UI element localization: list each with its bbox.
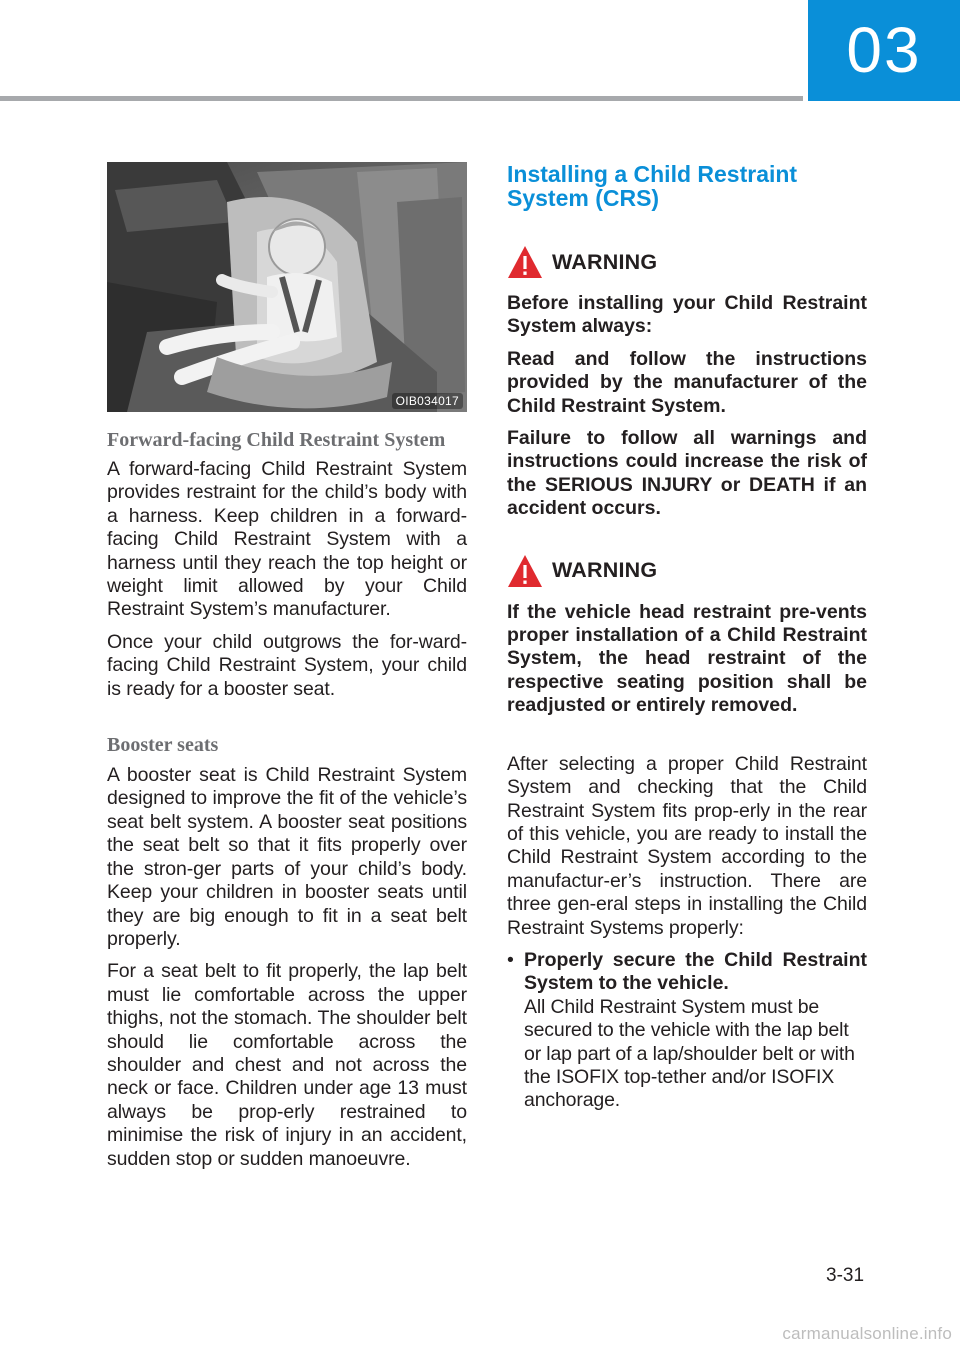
- warning-1-paragraph-1: Before installing your Child Restraint System always:: [507, 292, 867, 338]
- right-column: [507, 162, 867, 1113]
- section-title-line-1: Installing a Child Restraint: [507, 161, 798, 187]
- booster-seats-heading: Booster seats: [107, 734, 219, 757]
- forward-facing-paragraph-2: Once your child outgrows the for-ward-facing Child Restraint System, your child is ready for a booster seat.: [107, 630, 467, 700]
- installation-intro-paragraph: After selecting a proper Child Restraint System and checking that the Child Restraint System fits prop-erly in the rear of this vehicle, you are ready to install the Child Restraint System according to the manufactur-er’s instruction. There are three gen-eral steps in installing the Child Restraint Systems properly:: [507, 752, 867, 939]
- warning-triangle-icon: [507, 245, 543, 279]
- warning-1-paragraph-2: Read and follow the instructions provided by the manufacturer of the Child Restraint System.: [507, 347, 867, 417]
- bullet-title: Properly secure the Child Restraint System to the vehicle.: [524, 948, 867, 995]
- figure-code: OIB034017: [392, 393, 463, 409]
- booster-paragraph-1: A booster seat is Child Restraint System designed to improve the fit of the vehicle’s seat belt system. A booster seat positions the seat belt so that it fits properly over the stron-ger parts of your child’s body. Keep your children in booster seats until they are big enough to fit in a seat belt properly.: [107, 764, 467, 950]
- bullet-marker: •: [507, 948, 514, 971]
- forward-facing-paragraph-1: A forward-facing Child Restraint System provides restraint for the child’s body with a harness. Keep children in a forward-facing Child Restraint System with a harness until they reach the top height or weight limit allowed by your Child Restraint System’s manufacturer.: [107, 458, 467, 621]
- watermark: carmanualsonline.info: [782, 1324, 952, 1343]
- warning-box-1: [507, 244, 867, 521]
- forward-facing-heading: Forward-facing Child Restraint System: [107, 429, 446, 451]
- section-title-line-2: System (CRS): [507, 185, 660, 211]
- warning-box-2: [507, 553, 867, 718]
- booster-paragraph-2: For a seat belt to fit properly, the lap belt must lie comfortable across the upper thighs, not the stomach. The shoulder belt should lie comfortable across the shoulder and chest and not across the neck or face. Children under age 13 must always be prop-erly restrained to minimise the risk of injury in an accident, sudden stop or sudden manoeuvre.: [107, 960, 467, 1170]
- bullet-body: All Child Restraint System must be secured to the vehicle with the lap belt or lap part of a lap/shoulder belt or with the ISOFIX top-tether and/or ISOFIX anchorage.: [524, 995, 855, 1112]
- page-number: 3-31: [826, 1265, 865, 1286]
- warning-triangle-icon: [507, 554, 543, 588]
- warning-1-paragraph-3: Failure to follow all warnings and instructions could increase the risk of the SERIOUS INJURY or DEATH if an accident occurs.: [507, 427, 867, 520]
- chapter-tab: 03: [808, 0, 960, 101]
- warning-header-1: [507, 244, 867, 280]
- warning-label-1: WARNING: [552, 249, 658, 274]
- section-title: [507, 162, 867, 210]
- warning-label-2: WARNING: [552, 558, 658, 583]
- left-column: [107, 162, 467, 1171]
- illustration-drawing: [107, 162, 467, 412]
- warning-2-paragraph-1: If the vehicle head restraint pre-vents proper installation of a Child Restraint System, the head restraint of the respective seating position shall be readjusted or entirely removed.: [507, 600, 867, 717]
- child-seat-illustration: [107, 162, 467, 412]
- warning-header-2: [507, 553, 867, 589]
- bullet-item-secure-crs: [507, 949, 867, 1113]
- header-rule: [0, 96, 803, 101]
